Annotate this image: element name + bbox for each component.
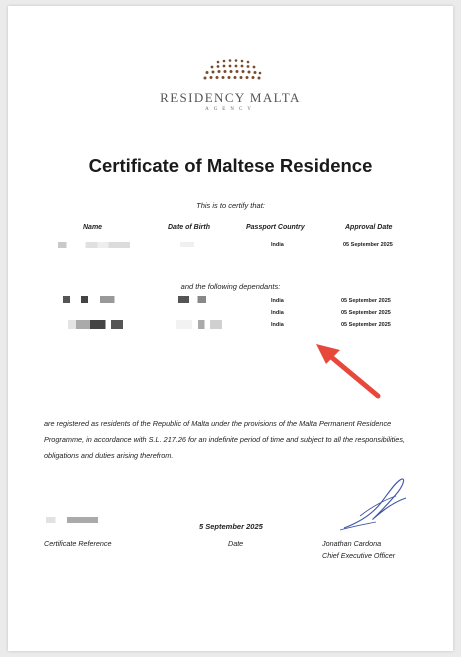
dependant-1-date: 05 September 2025 [341,298,391,304]
redacted-dependant-dob [178,296,206,303]
header-approval-date: Approval Date [345,224,393,231]
signer-name: Jonathan Cardona [322,539,382,548]
dependant-2-date: 05 September 2025 [341,310,391,316]
certificate-reference-label: Certificate Reference [44,539,112,548]
signature [330,474,422,536]
page-title: Certificate of Maltese Residence [88,155,373,176]
redacted-dependant-dob [176,320,222,329]
redacted-reference [46,517,98,523]
dependant-3-date: 05 September 2025 [341,322,391,328]
certify-intro: This is to certify that: [196,201,265,210]
main-country: India [271,242,284,248]
header-dob: Date of Birth [168,224,210,231]
brand-subtitle: AGENCY [205,107,256,112]
red-arrow-icon [310,338,390,406]
dependant-3-country: India [271,322,284,328]
main-approval-date: 05 September 2025 [343,242,393,248]
dependant-1-country: India [271,298,284,304]
redacted-name [58,242,130,248]
certificate-page [8,6,453,651]
brand-name: RESIDENCY MALTA [160,90,301,105]
redacted-dependant-name [63,296,123,303]
issue-date: 5 September 2025 [199,522,263,531]
signer-title: Chief Executive Officer [322,551,396,560]
dependant-2-country: India [271,310,284,316]
header-passport-country: Passport Country [246,224,305,231]
logo-emblem [198,58,268,84]
date-label: Date [228,539,244,548]
redacted-dependant-name [68,320,123,329]
certificate-body: are registered as residents of the Republic of Malta under the provisions of the Malta Permanent Residence Programme, in accordance with S.L. 217.26 for an indefinite period of time and subject to all the responsibilities, obligations and duties arising therefrom. [44,419,405,460]
header-name: Name [83,224,103,231]
redacted-dob [180,242,194,247]
dependants-label: and the following dependants: [180,282,281,291]
